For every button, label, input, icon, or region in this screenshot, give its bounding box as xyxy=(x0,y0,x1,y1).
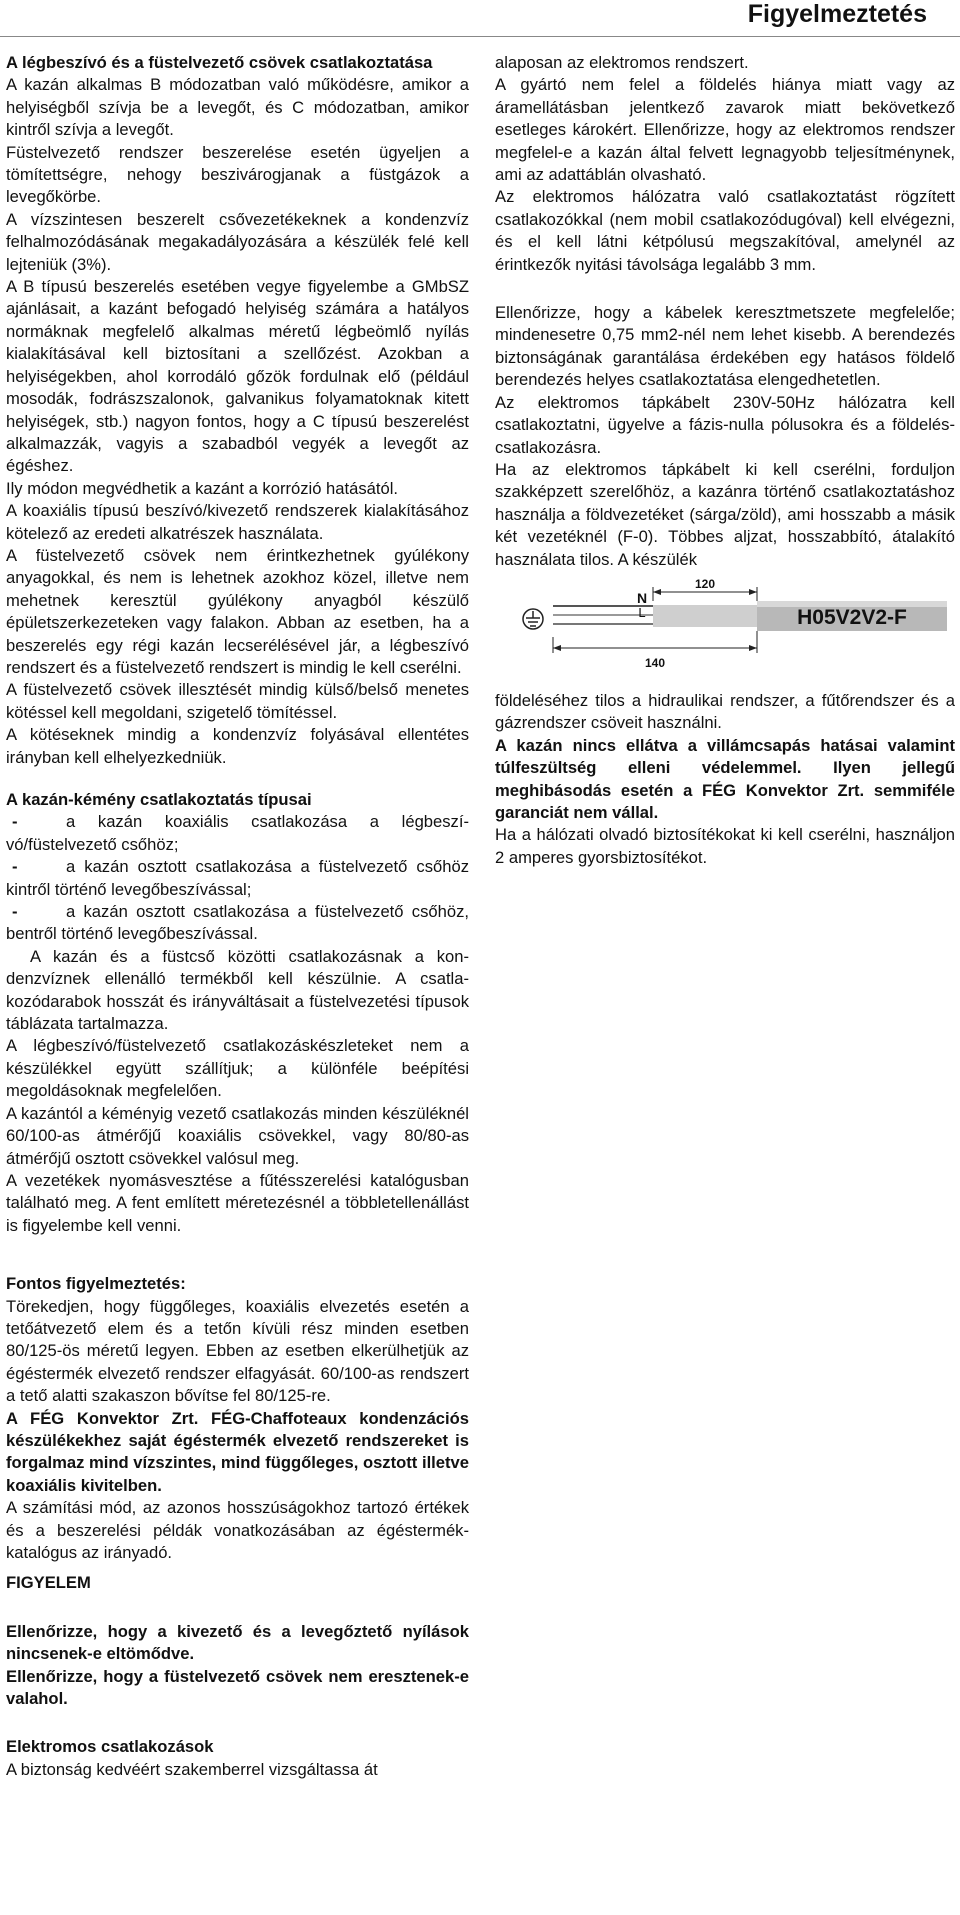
paragraph: A gyártó nem felel a földelés hiánya miatt vagy az áramellátásban jelentkező zavarok miatt bekövetkező esetleges károkért. Ellenőrizze, hogy az elektromos rendszer megfelel-e a kazán által felvett legnagyobb teljesítménynek, ami az adattáblán olvasható. xyxy=(495,75,955,185)
warning-check-vents: Ellenőrizze, hogy a kivezető és a levegőztető nyílások nincsenek-e eltömődve. xyxy=(6,1621,469,1664)
section-title-electrical: Elektromos csatlakozások xyxy=(6,1737,214,1757)
paragraph-bold: A FÉG Konvektor Zrt. FÉG-Chaffoteaux kondenzációs készülékekhez saját égéstermék elvezető rendszereket is forgalmaz mind vízszintes, mind függőleges, osztott illetve koaxiális kivitelben. xyxy=(6,1408,469,1495)
paragraph: A számítási mód, az azonos hosszúságokhoz tartozó értékek és a beszerelési példák vonatkozásában az égéstermék-katalógus az irányadó. xyxy=(6,1498,469,1562)
paragraph-bold-lightning: A kazán nincs ellátva a villámcsapás hatásai valamint túlfeszültség elleni védelemmel. Ilyen jellegű meghibásodás esetén a FÉG Konvektor Zrt. semmiféle garanciát nem vállal. xyxy=(495,735,955,822)
ground-symbol-icon xyxy=(523,609,543,629)
paragraph: Az elektromos hálózatra való csatlakoztatást rögzített csatlakozókkal (nem mobil csatlakozódugóval) kell elvégezni, és el kell látni kétpólusú megszakítóval, amelynél az érintkezők nyitási távolsága legalább 3 mm. xyxy=(495,187,955,274)
wire-label-l: L xyxy=(638,604,646,620)
paragraph: A füstelvezető csövek nem érintkezhetnek gyúlékony anyagokkal, és nem is lehetnek azokhoz közel, illetve nem mehetnek keresztül gyúlékony anyagból készülő épületszerkezeteken vagy falakon. Abban az esetben, ha a beszerelés egy régi kazán lecserélésével jár, a légbeszívó rendszert és a füstelvezető rendszert is mindig le kell cserélni. xyxy=(6,545,469,677)
section-title-important-warning: Fontos figyelmeztetés: xyxy=(6,1274,186,1294)
paragraph: A koaxiális típusú beszívó/kivezető rendszerek kialakításához kötelező az eredeti alkatrészek használata. xyxy=(6,501,469,543)
paragraph: A füstelvezető csövek illesztését mindig külső/belső menetes kötéssel kell megoldani, szigetelő tömítéssel. xyxy=(6,680,469,722)
paragraph: Ellenőrizze, hogy a kábelek keresztmetszete megfelelőe; mindenesetre 0,75 mm2-nél nem lehet kisebb. A berendezés biztonságának garantálása érdekében egy hatásos földelő berendezés helyes csatlakoztatása elengedhetetlen. xyxy=(495,303,955,390)
dash-bullet: - xyxy=(12,902,18,922)
wire-label-n: N xyxy=(636,589,648,606)
section-title-figyelem: FIGYELEM xyxy=(6,1573,91,1593)
power-cable-diagram xyxy=(495,579,955,674)
section-title-connection-types: A kazán-kémény csatlakoztatás típusai xyxy=(6,790,312,809)
paragraph: A légbeszívó/füstelvezető csatlakozáskészleteket nem a készülékkel együtt szállítjuk; a különféle beépítési megoldásoknak megfelelően. xyxy=(6,1036,469,1101)
paragraph: A kazán és a füstcső közötti csatlakozásnak a kondenzvíznek ellenálló termékből kell készülnie. A csatlakozódarabok hosszát és irányváltásait a füstelvezetési típusok táblázata tartalmazza. xyxy=(6,946,469,1034)
cable-code: H05V2V2-F xyxy=(797,605,907,629)
list-item: - a kazán osztott csatlakozása a füstelvezető csőhöz kintről történő levegőbeszívással; xyxy=(6,857,469,899)
warning-check-flue: Ellenőrizze, hogy a füstelvezető csövek nem eresztenek-e valahol. xyxy=(6,1666,469,1709)
page-header-title: Figyelmeztetés xyxy=(747,0,927,28)
paragraph: alaposan az elektromos rendszert. xyxy=(495,53,749,72)
list-item: - a kazán koaxiális csatlakozása a légbeszívó/füstelvezető csőhöz; xyxy=(6,812,469,854)
list-item: - a kazán osztott csatlakozása a füstelvezető csőhöz, bentről történő levegőbeszívással. xyxy=(6,902,469,944)
right-column xyxy=(495,52,955,869)
paragraph: földeléséhez tilos a hidraulikai rendszer, a fűtőrendszer és a gázrendszer csöveit használni. xyxy=(495,690,955,733)
paragraph: A kazán alkalmas B módozatban való működésre, amikor a helyiségből szívja be a levegőt, és C módozatban, amikor kintről szívja a levegőt. xyxy=(6,75,469,140)
paragraph: A vezetékek nyomásvesztése a fűtésszerelési katalógusban található meg. A fent említett méretezésnél a többletellenállást is figyelembe kell venni. xyxy=(6,1170,469,1235)
header-divider xyxy=(0,36,960,37)
dash-bullet: - xyxy=(12,812,18,832)
paragraph: A kazántól a kéményig vezető csatlakozás minden készüléknél 60/100-as átmérőjű koaxiális csövekkel, vagy 80/80-as átmérőjű osztott csövekkel valósul meg. xyxy=(6,1103,469,1168)
dash-bullet: - xyxy=(12,857,18,877)
paragraph: Ha a hálózati olvadó biztosítékokat ki kell cserélni, használjon 2 amperes gyorsbiztosítékot. xyxy=(495,825,955,867)
paragraph: A biztonság kedvéért szakemberrel vizsgáltassa át xyxy=(6,1759,378,1779)
paragraph: Törekedjen, hogy függőleges, koaxiális elvezetés esetén a tetőátvezető elem és a tetőn kívüli rész minden esetben 80/125-ös méretű legyen. Ebben az esetben elkerülhetjük az égéstermék elvezető rendszer elfagyását. 60/100-as rendszert a tető alatti szakaszon bővítse fel 80/125-re. xyxy=(6,1296,469,1406)
paragraph: Füstelvezető rendszer beszerelése esetén ügyeljen a tömítettségre, nehogy beszivárogjanak a füstgázok a levegőkörbe. xyxy=(6,142,469,207)
paragraph: Az elektromos tápkábelt 230V-50Hz hálózatra kell csatlakoztatni, ügyelve a fázis-nulla pólusokra és a földelés-csatlakozásra. xyxy=(495,392,955,457)
paragraph: A kötéseknek mindig a kondenzvíz folyásával ellentétes irányban kell elhelyezkedniük. xyxy=(6,725,469,767)
paragraph: A B típusú beszerelés esetében vegye figyelembe a GMbSZ ajánlásait, a kazánt befogadó helyiség számára a hatályos normáknak megfelelő alkalmas méretű légbeömlő nyílás kialakításával kell biztosítani a szellőzést. Azokban a helyiségekben, ahol korrodáló gőzök fordulnak elő (például mosodák, fodrászszalonok, galvanikus folyamatoknak kitett helyiségek, stb.) nagyon fontos, hogy a C típusú beszerelést alkalmazzák, vagyis a szabadból vegyék a levegőt az égéshez. xyxy=(6,277,469,476)
dim-top-label: 120 xyxy=(694,578,716,591)
section-title-air-flue: A légbeszívó és a füstelvezető csövek csatlakoztatása xyxy=(6,53,433,72)
left-column xyxy=(6,52,469,1781)
paragraph: A vízszintesen beszerelt csővezetékeknek a kondenzvíz felhalmozódásának megakadályozására a készülék felé kell lejteniük (3%). xyxy=(6,209,469,274)
dim-bottom-label: 140 xyxy=(644,655,666,670)
paragraph: Ha az elektromos tápkábelt ki kell cserélni, forduljon szakképzett szerelőhöz, a kazánra történő csatlakoztatáshoz használja a földvezetéket (sárga/zöld), ami hosszabb a másik két vezetéknél (F-0). Többes aljzat, hosszabbító, átalakító használata tilos. A készülék xyxy=(495,459,955,569)
paragraph: Ily módon megvédhetik a kazánt a korrózió hatásától. xyxy=(6,478,399,498)
